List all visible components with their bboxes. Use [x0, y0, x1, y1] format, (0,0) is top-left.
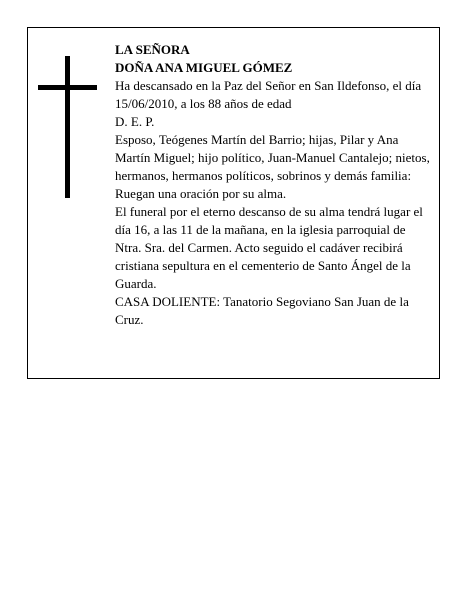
cross-icon: [38, 56, 97, 198]
cross-vertical-bar: [65, 56, 70, 198]
notice-body: [115, 41, 433, 329]
prayer-request: Ruegan una oración por su alma.: [115, 186, 287, 201]
obituary-notice: [27, 27, 440, 379]
funeral-details: El funeral por el eterno descanso de su alma tendrá lugar el día 16, a las 11 de la mañana, en la iglesia parroquial de Ntra. Sra. del Carmen. Acto seguido el cadáver recibirá cristiana sepultura en el cementerio de Santo Ángel de la Guarda.: [115, 204, 423, 291]
family-list: Esposo, Teógenes Martín del Barrio; hijas, Pilar y Ana Martín Miguel; hijo político, Juan-Manuel Cantalejo; nietos, hermanos, hermanos políticos, sobrinos y demás familia:: [115, 132, 430, 183]
death-info: Ha descansado en la Paz del Señor en San Ildefonso, el día 15/06/2010, a los 88 años de edad: [115, 78, 422, 111]
deceased-name: DOÑA ANA MIGUEL GÓMEZ: [115, 60, 293, 75]
mourning-home: CASA DOLIENTE: Tanatorio Segoviano San Juan de la Cruz.: [115, 294, 409, 327]
notice-heading: LA SEÑORA: [115, 42, 190, 57]
cross-horizontal-bar: [38, 85, 97, 90]
rip-text: D. E. P.: [115, 114, 155, 129]
